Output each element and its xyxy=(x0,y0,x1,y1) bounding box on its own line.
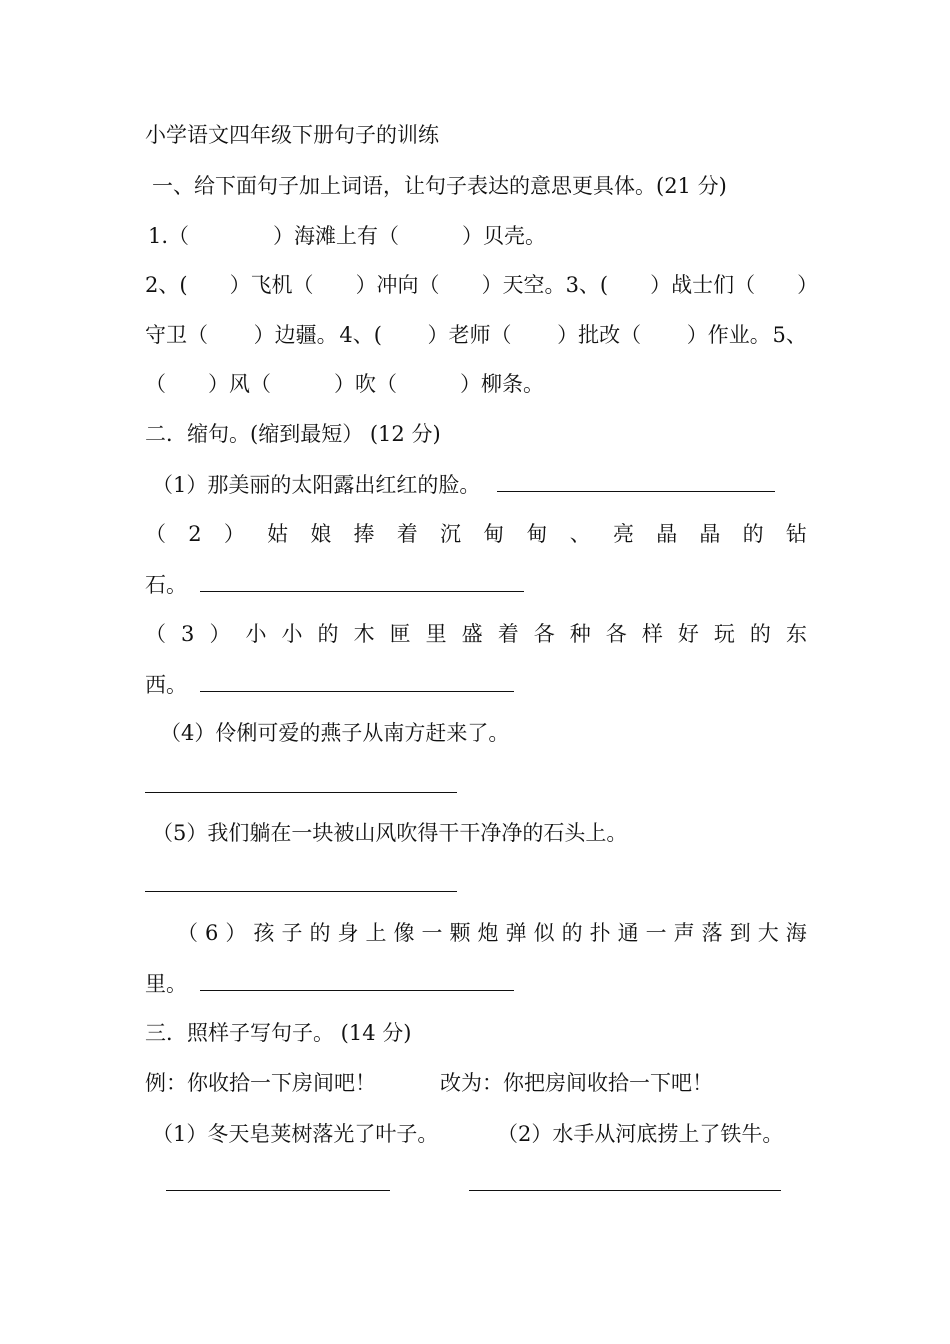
shorten-question-5: （5）我们躺在一块被山风吹得干干净净的石头上。 xyxy=(152,821,628,845)
text-segment: 木 xyxy=(353,622,375,646)
text-segment: 好 xyxy=(677,622,699,646)
answer-blank-rewrite-2[interactable] xyxy=(469,1190,781,1191)
text-segment: 甸 xyxy=(526,522,548,546)
shorten-question-1 xyxy=(152,469,814,499)
answer-blank-rewrite-1[interactable] xyxy=(166,1190,390,1191)
text-segment: 扑 xyxy=(589,921,611,945)
text-segment: 身 xyxy=(337,921,359,945)
text-segment: 子 xyxy=(281,921,303,945)
text-segment: 颗 xyxy=(449,921,471,945)
text-segment: 6 xyxy=(205,921,219,945)
text-segment: ）飞机（ xyxy=(229,273,314,297)
shorten-question-2-tail xyxy=(145,569,807,599)
text-segment: ）边疆。 xyxy=(253,323,338,347)
answer-blank-1[interactable] xyxy=(497,469,775,492)
shorten-question-2 xyxy=(145,519,807,549)
shorten-question-6 xyxy=(177,918,807,948)
text-segment: 样 xyxy=(641,622,663,646)
text-segment: 海 xyxy=(785,921,807,945)
answer-blank-2[interactable] xyxy=(200,569,524,592)
text-segment: 姑 xyxy=(267,522,289,546)
text-segment: 2 xyxy=(188,522,202,546)
rewrite-question-2: （2）水手从河底捞上了铁牛。 xyxy=(497,1122,784,1146)
text-segment: 的 xyxy=(749,622,771,646)
text-segment: 似 xyxy=(533,921,555,945)
example-change: 改为：你把房间收拾一下吧！ xyxy=(440,1071,713,1095)
text-segment: ） xyxy=(209,622,231,646)
text-segment xyxy=(188,270,230,300)
text-segment: ）批改（ xyxy=(557,323,642,347)
section1-line4: （ ）风（ ）吹（ ）柳条。 xyxy=(145,372,544,396)
shorten-question-4: （4）伶俐可爱的燕子从南方赶来了。 xyxy=(160,721,510,745)
text-segment: 落 xyxy=(701,921,723,945)
answer-blank-5[interactable] xyxy=(145,891,457,892)
text-segment: 到 xyxy=(729,921,751,945)
text-segment: ）战士们（ xyxy=(650,273,756,297)
text-segment: （ xyxy=(145,522,166,546)
question-text: 里。 xyxy=(145,972,187,996)
text-segment: 玩 xyxy=(713,622,735,646)
text-segment: 匣 xyxy=(389,622,411,646)
answer-blank-6[interactable] xyxy=(200,968,514,991)
text-segment: 晶 xyxy=(656,522,678,546)
text-segment: 、 xyxy=(569,522,591,546)
text-segment: 各 xyxy=(605,622,627,646)
shorten-question-3 xyxy=(145,619,807,649)
text-segment xyxy=(210,320,252,350)
text-segment: 4、( xyxy=(339,323,382,347)
text-segment: 炮 xyxy=(477,921,499,945)
text-segment: （ xyxy=(177,921,198,945)
question-text: （1）那美丽的太阳露出红红的脸。 xyxy=(152,473,481,497)
section2-heading: 二．缩句。(缩到最短） (12 分) xyxy=(145,422,441,446)
text-segment: 3 xyxy=(181,622,195,646)
example-label: 例：你收拾一下房间吧！ xyxy=(145,1071,376,1095)
text-segment: ） xyxy=(797,273,819,297)
text-segment: 上 xyxy=(365,921,387,945)
shorten-question-3-tail xyxy=(145,669,807,699)
text-segment: 孩 xyxy=(253,921,275,945)
text-segment: ） xyxy=(223,522,245,546)
question-text: 西。 xyxy=(145,673,187,697)
text-segment: （ xyxy=(145,622,166,646)
text-segment: 的 xyxy=(561,921,583,945)
text-segment xyxy=(608,270,650,300)
text-segment: 的 xyxy=(742,522,764,546)
section1-line1: 1.（ ）海滩上有（ ）贝壳。 xyxy=(148,224,547,248)
text-segment: 2、( xyxy=(145,273,188,297)
text-segment: 弹 xyxy=(505,921,527,945)
text-segment xyxy=(513,320,555,350)
text-segment: 着 xyxy=(396,522,418,546)
text-segment: 通 xyxy=(617,921,639,945)
text-segment: 小 xyxy=(281,622,303,646)
section1-line3 xyxy=(145,320,807,350)
text-segment xyxy=(384,320,426,350)
text-segment: 的 xyxy=(317,622,339,646)
text-segment: ）冲向（ xyxy=(355,273,440,297)
text-segment: 一 xyxy=(421,921,443,945)
text-segment: 娘 xyxy=(310,522,332,546)
text-segment: 3、( xyxy=(565,273,609,297)
text-segment: 的 xyxy=(309,921,331,945)
text-segment: 沉 xyxy=(440,522,462,546)
text-segment: 亮 xyxy=(612,522,634,546)
section3-heading: 三．照样子写句子。 (14 分) xyxy=(145,1021,412,1045)
section1-heading: 一、给下面句子加上词语，让句子表达的意思更具体。(21 分) xyxy=(152,174,727,198)
question-text: 石。 xyxy=(145,573,187,597)
text-segment xyxy=(440,270,482,300)
text-segment: 大 xyxy=(757,921,779,945)
text-segment: 5、 xyxy=(772,323,807,347)
text-segment: 钻 xyxy=(785,522,807,546)
text-segment: 里 xyxy=(425,622,447,646)
text-segment: 像 xyxy=(393,921,415,945)
text-segment: ）作业。 xyxy=(686,323,771,347)
text-segment: 各 xyxy=(533,622,555,646)
text-segment xyxy=(314,270,356,300)
rewrite-question-1: （1）冬天皂荚树落光了叶子。 xyxy=(152,1122,439,1146)
text-segment: 一 xyxy=(645,921,667,945)
text-segment: 甸 xyxy=(483,522,505,546)
answer-blank-4[interactable] xyxy=(145,792,457,793)
answer-blank-3[interactable] xyxy=(200,669,514,692)
text-segment xyxy=(755,270,797,300)
text-segment xyxy=(643,320,685,350)
text-segment: 盛 xyxy=(461,622,483,646)
text-segment: 种 xyxy=(569,622,591,646)
text-segment: ） xyxy=(225,921,247,945)
text-segment: 晶 xyxy=(699,522,721,546)
section1-line2 xyxy=(145,270,819,300)
shorten-question-6-tail xyxy=(145,968,807,998)
text-segment: 捧 xyxy=(353,522,375,546)
text-segment: 东 xyxy=(785,622,807,646)
text-segment: ）天空。 xyxy=(481,273,566,297)
text-segment: 小 xyxy=(245,622,267,646)
text-segment: 声 xyxy=(673,921,695,945)
page-title: 小学语文四年级下册句子的训练 xyxy=(145,123,439,147)
text-segment: ）老师（ xyxy=(427,323,512,347)
text-segment: 着 xyxy=(497,622,519,646)
text-segment: 守卫（ xyxy=(145,323,208,347)
